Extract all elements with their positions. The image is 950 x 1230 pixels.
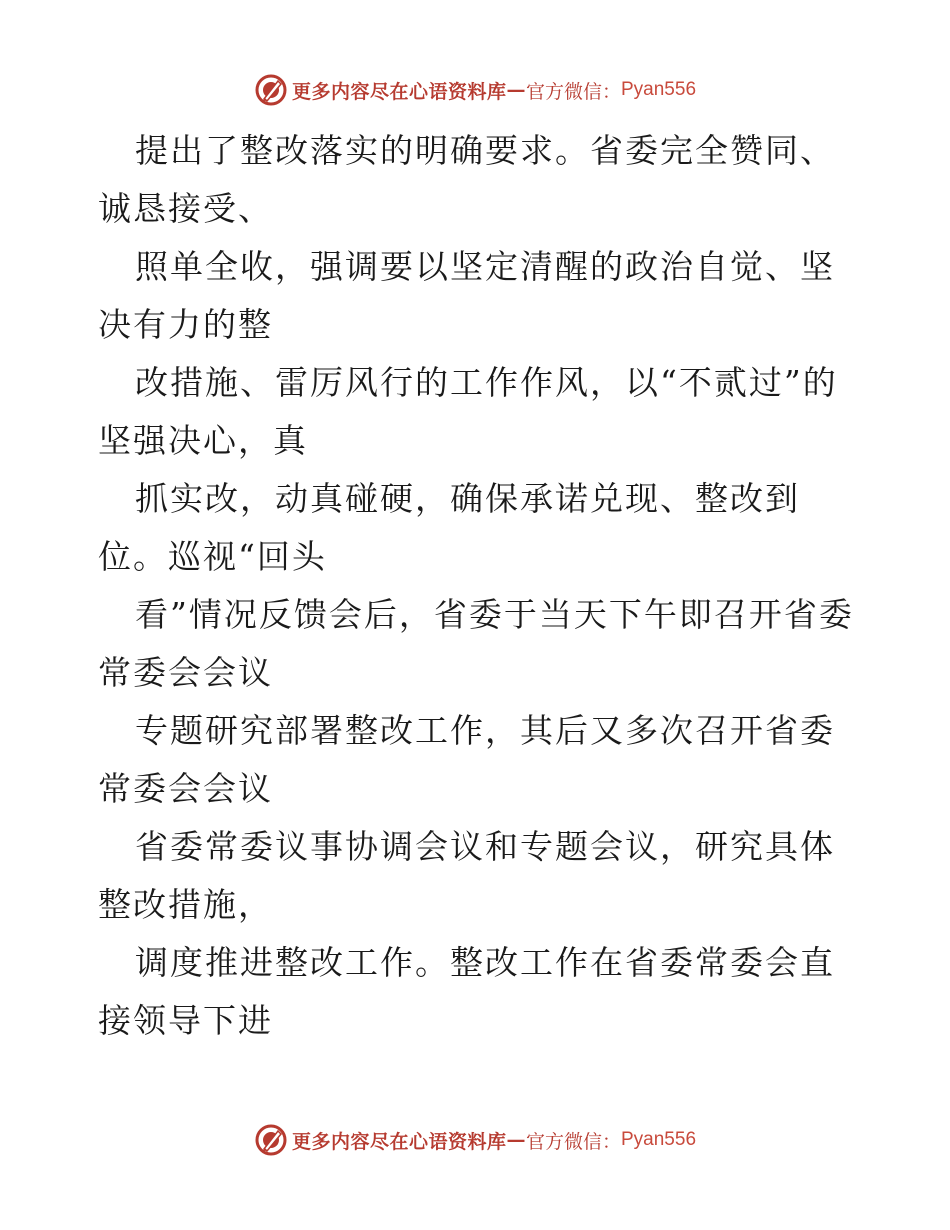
header-banner: [0, 70, 950, 110]
pen-logo-icon: [254, 1123, 288, 1157]
document-body: [98, 122, 858, 1050]
footer-wechat-label: 官方微信：: [525, 1130, 621, 1153]
footer-brand-text: 更多内容尽在心语资料库: [291, 1130, 507, 1153]
paragraph-1: 提出了整改落实的明确要求。省委完全赞同、诚恳接受、: [98, 131, 835, 228]
footer-banner: [0, 1120, 950, 1160]
header-wechat-id: Pyan556: [621, 79, 697, 100]
paragraph-3: 改措施、雷厉风行的工作作风，以“不贰过”的坚强决心，真: [98, 363, 838, 460]
paragraph-2: 照单全收，强调要以坚定清醒的政治自觉、坚决有力的整: [98, 247, 835, 344]
paragraph-7: 省委常委议事协调会议和专题会议，研究具体整改措施，: [98, 827, 835, 924]
paragraph-4: 抓实改，动真碰硬，确保承诺兑现、整改到位。巡视“回头: [98, 479, 800, 576]
paragraph-8: 调度推进整改工作。整改工作在省委常委会直接领导下进: [98, 943, 835, 1040]
paragraph-6: 专题研究部署整改工作，其后又多次召开省委常委会会议: [98, 711, 835, 808]
pen-logo-icon: [254, 73, 288, 107]
header-wechat-label: 官方微信：: [525, 80, 621, 103]
footer-wechat-id: Pyan556: [621, 1129, 697, 1150]
header-separator: —: [506, 79, 526, 101]
footer-separator: —: [506, 1129, 526, 1151]
header-brand-text: 更多内容尽在心语资料库: [291, 80, 507, 103]
paragraph-5: 看”情况反馈会后，省委于当天下午即召开省委常委会会议: [98, 595, 854, 692]
